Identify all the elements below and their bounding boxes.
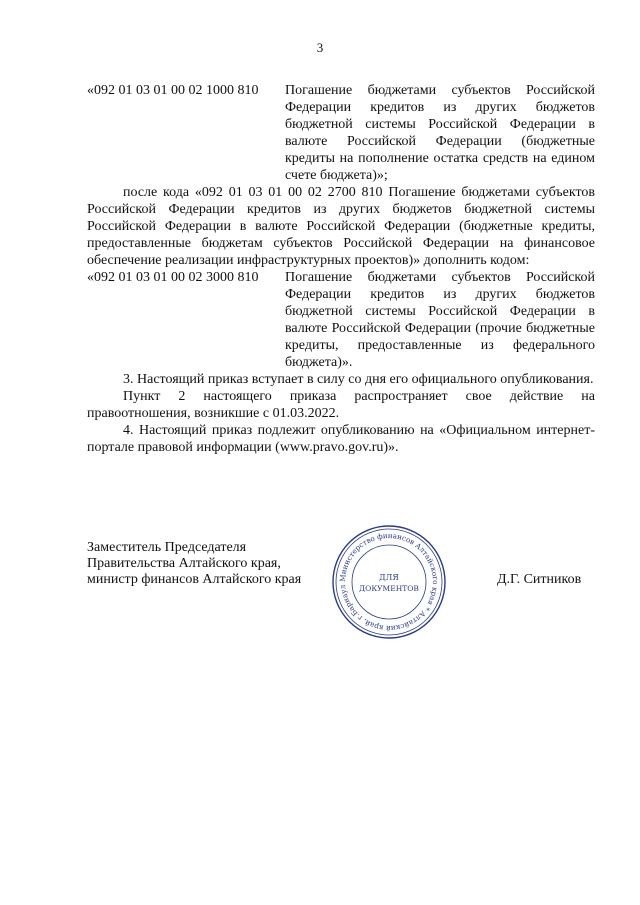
signatory-title-line: министр финансов Алтайского края — [87, 572, 302, 587]
stamp-center-line: ДЛЯ — [379, 573, 399, 582]
new-budget-code: «092 01 03 01 00 02 3000 810 — [87, 270, 259, 285]
stamp-ring-text: Министерство финансов Алтайского края * Алтайский край, г.Барнаул — [337, 530, 441, 634]
page-number: 3 — [316, 40, 324, 55]
official-stamp — [331, 524, 447, 640]
code-entry — [87, 82, 595, 184]
new-code-entry — [87, 269, 595, 371]
clause-4: 4. Настоящий приказ подлежит опубликованию на «Официальном интернет-портале правовой информации (www.pravo.gov.ru)». — [87, 423, 595, 455]
signatory-title-line: Правительства Алтайского края, — [87, 556, 281, 571]
clause-3: 3. Настоящий приказ вступает в силу со дня его официального опубликования. — [123, 372, 594, 387]
signatory-title-line: Заместитель Председателя — [87, 540, 247, 555]
signatory-title — [87, 540, 301, 588]
insert-instruction: после кода «092 01 03 01 00 02 2700 810 Погашение бюджетами субъектов Российской Федерации кредитов из других бюджетов бюджетной системы Российской Федерации в валюте Российской Федерации (бюджетные кредиты, предоставленные бюджетам субъектов Российской Федерации на финансовое обеспечение реализации инфраструктурных проектов)» дополнить кодом: — [87, 185, 595, 268]
document-body — [87, 82, 595, 456]
stamp-seal — [331, 524, 447, 640]
clause-3-point: Пункт 2 настоящего приказа распространяет свое действие на правоотношения, возникшие с 01.03.2022. — [87, 389, 595, 421]
signatory-name: Д.Г. Ситников — [497, 572, 582, 587]
new-budget-code-description: Погашение бюджетами субъектов Российской Федерации кредитов из других бюджетов бюджетной системы Российской Федерации в валюте Российской Федерации (прочие бюджетные кредиты, предоставленные из федерального бюджета)». — [285, 270, 595, 370]
budget-code: «092 01 03 01 00 02 1000 810 — [87, 83, 259, 98]
budget-code-description: Погашение бюджетами субъектов Российской Федерации кредитов из других бюджетов бюджетной системы Российской Федерации в валюте Российской Федерации (бюджетные кредиты на пополнение остатка средств на едином счете бюджета)»; — [285, 83, 595, 183]
stamp-center-line: ДОКУМЕНТОВ — [359, 584, 419, 593]
